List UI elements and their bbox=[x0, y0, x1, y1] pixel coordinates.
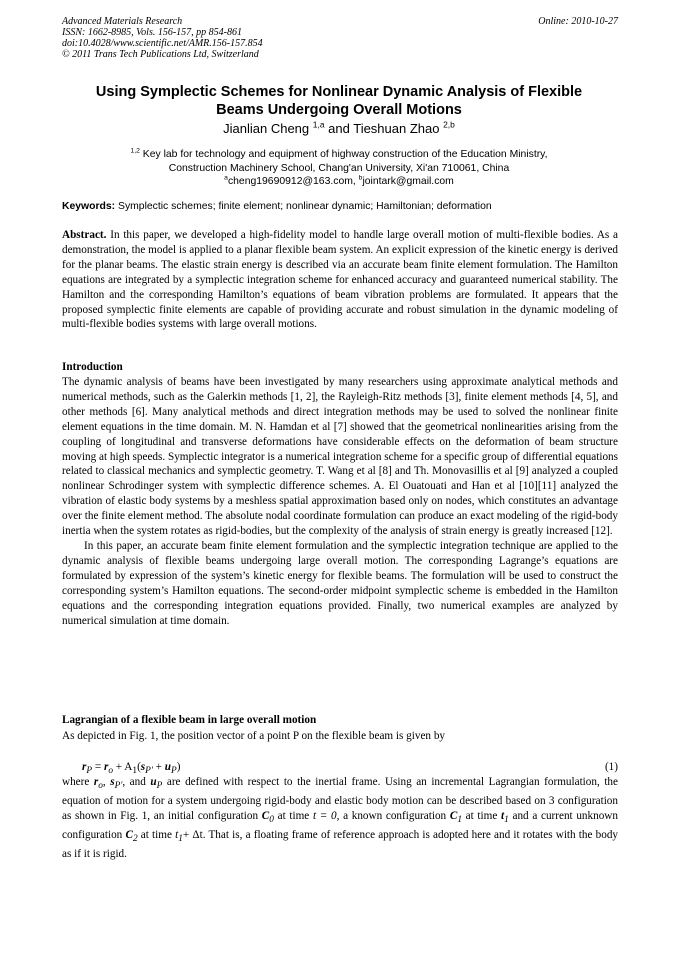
author-2-sup: 2,b bbox=[443, 119, 455, 130]
affiliation-sup: 1,2 bbox=[130, 147, 140, 155]
author-1: Jianlian Cheng bbox=[223, 121, 310, 136]
keywords-text: Symplectic schemes; finite element; nonlinear dynamic; Hamiltonian; deformation bbox=[118, 201, 492, 212]
author-2: Tieshuan Zhao bbox=[353, 121, 440, 136]
affiliation bbox=[40, 148, 638, 189]
email-b: jointark@gmail.com bbox=[362, 176, 454, 187]
online-date: Online: 2010-10-27 bbox=[538, 16, 618, 27]
title-line-1: Using Symplectic Schemes for Nonlinear Dynamic Analysis of Flexible bbox=[95, 84, 583, 100]
affiliation-line-2: Construction Machinery School, Chang'an University, Xi'an 710061, China bbox=[168, 162, 510, 174]
title-line-2: Beams Undergoing Overall Motions bbox=[216, 102, 462, 118]
introduction bbox=[62, 375, 618, 628]
issn-line: ISSN: 1662-8985, Vols. 156-157, pp 854-861 bbox=[62, 27, 242, 38]
affiliation-line-1: $^{1,2}$ Key lab for technology and equipment of highway construction of the Education Ministry, bbox=[130, 147, 548, 160]
author-1-sup: 1,a bbox=[312, 119, 325, 130]
copyright-line: © 2011 Trans Tech Publications Ltd, Switzerland bbox=[62, 49, 259, 60]
abstract bbox=[62, 228, 618, 332]
journal-name: Advanced Materials Research bbox=[62, 16, 183, 27]
intro-paragraph-2: In this paper, an accurate beam finite element formulation and the symplectic integration technique are applied to the dynamic analysis of flexible beams undergoing large overall motion. The corresponding Lagrange’s equations are formulated by expression of the system’s kinetic energy for flexible beams. The formulation will be used to construct the corresponding system’s Hamilton equations. The second-order midpoint symplectic scheme is embedded in the Hamilton equations and the corresponding integration equations provided. Finally, two numerical examples are analyzed by numerical simulation at time domain. bbox=[62, 539, 618, 627]
doi-line: doi:10.4028/www.scientific.net/AMR.156-157.854 bbox=[62, 38, 263, 49]
keywords bbox=[62, 200, 618, 213]
keywords-label: Keywords: bbox=[62, 201, 116, 212]
journal-header bbox=[62, 16, 618, 60]
abstract-text: In this paper, we developed a high-fidelity model to handle large overall motion of multi-flexible bodies. As a demonstration, the model is applied to a planar flexible beam system. An explicit expression of the kinetic energy is derived for the planar beams. The elastic strain energy is described via an accurate beam finite element formulation. The Hamilton equations are integrated by a symplectic integration scheme for enhanced accuracy and guaranteed numerical stability. The Hamilton and the corresponding Hamilton’s equations of beam vibration problems are formulated. It appears that the proposed symplectic finite elements are capable of providing accurate and robust simulation in the dynamic modeling of multi-flexible bodies systems with large overall motions. bbox=[62, 229, 619, 331]
and-word: and bbox=[328, 121, 350, 136]
email-line: $^a$cheng19690912@163.com, $^b$jointark@gmail.com bbox=[224, 174, 454, 187]
lagrangian-intro: As depicted in Fig. 1, the position vector of a point P on the flexible beam is given by bbox=[62, 730, 446, 742]
authors bbox=[40, 121, 638, 137]
equation-number: (1) bbox=[604, 761, 618, 773]
lagrangian-paragraph: where $r_o$, $s_{P'}$, and $u_P$ are defined with respect to the inertial frame. Using an incremental Lagrangian formulation, the equation of motion for a system undergoing rigid-body and elastic body motion can be described based on 3 configuration as shown in Fig. 1, an initial configuration $C_0$ at time t = 0, a known configuration $C_1$ at time $t_1$ and a current unknown configuration $C_2$ at time $t_1+ \Delta t$. That is, a floating frame of reference approach is adopted here and it rotates with the body as if it is rigid. bbox=[62, 776, 619, 861]
email-a: cheng19690912@163.com, bbox=[227, 176, 356, 187]
equation-formula: $r_P = r_o + A_1(s_{P'} + u_P)$ bbox=[82, 761, 181, 777]
introduction-heading: Introduction bbox=[62, 361, 123, 373]
abstract-label: Abstract. bbox=[62, 229, 107, 241]
paper-title bbox=[40, 83, 638, 119]
intro-paragraph-1: The dynamic analysis of beams have been investigated by many researchers using approximate analytical methods and numerical methods, such as the Galerkin methods [1, 2], the Rayleigh-Ritz methods [3], finite element methods [4, 5], and other methods [6]. Many analytical methods and direct integration methods may be used to solved the nonlinear finite element equations in the time domain. M. N. Hamdan et al [7] showed that the geometrical nonlinearities arising from the coupling of longitudinal and transverse deformations have considerable effects on the deformation of beam structure moving at high speeds. Symplectic integrator is a numerical integration scheme for a specific group of differential equations related to classical mechanics and symplectic geometry. T. Wang et al [8] and Th. Monovasillis et al [9] analyzed a coupled nonlinear Schrodinger system with symplectic difference schemes. A. El Ouatouati and Han et al [10][11] analyzed the vibration of elastic body systems by a meshless spatial approximation based only on nodes, which constitutes an advantage over the finite element method. The absolute nodal coordinate formulation can produce an exact modeling of the rigid-body inertia when the system rotates as rigid-bodies, but the complexity of the analysis of strain energy is greatly increased [12]. bbox=[62, 376, 618, 538]
lagrangian-heading: Lagrangian of a flexible beam in large overall motion bbox=[62, 714, 317, 726]
